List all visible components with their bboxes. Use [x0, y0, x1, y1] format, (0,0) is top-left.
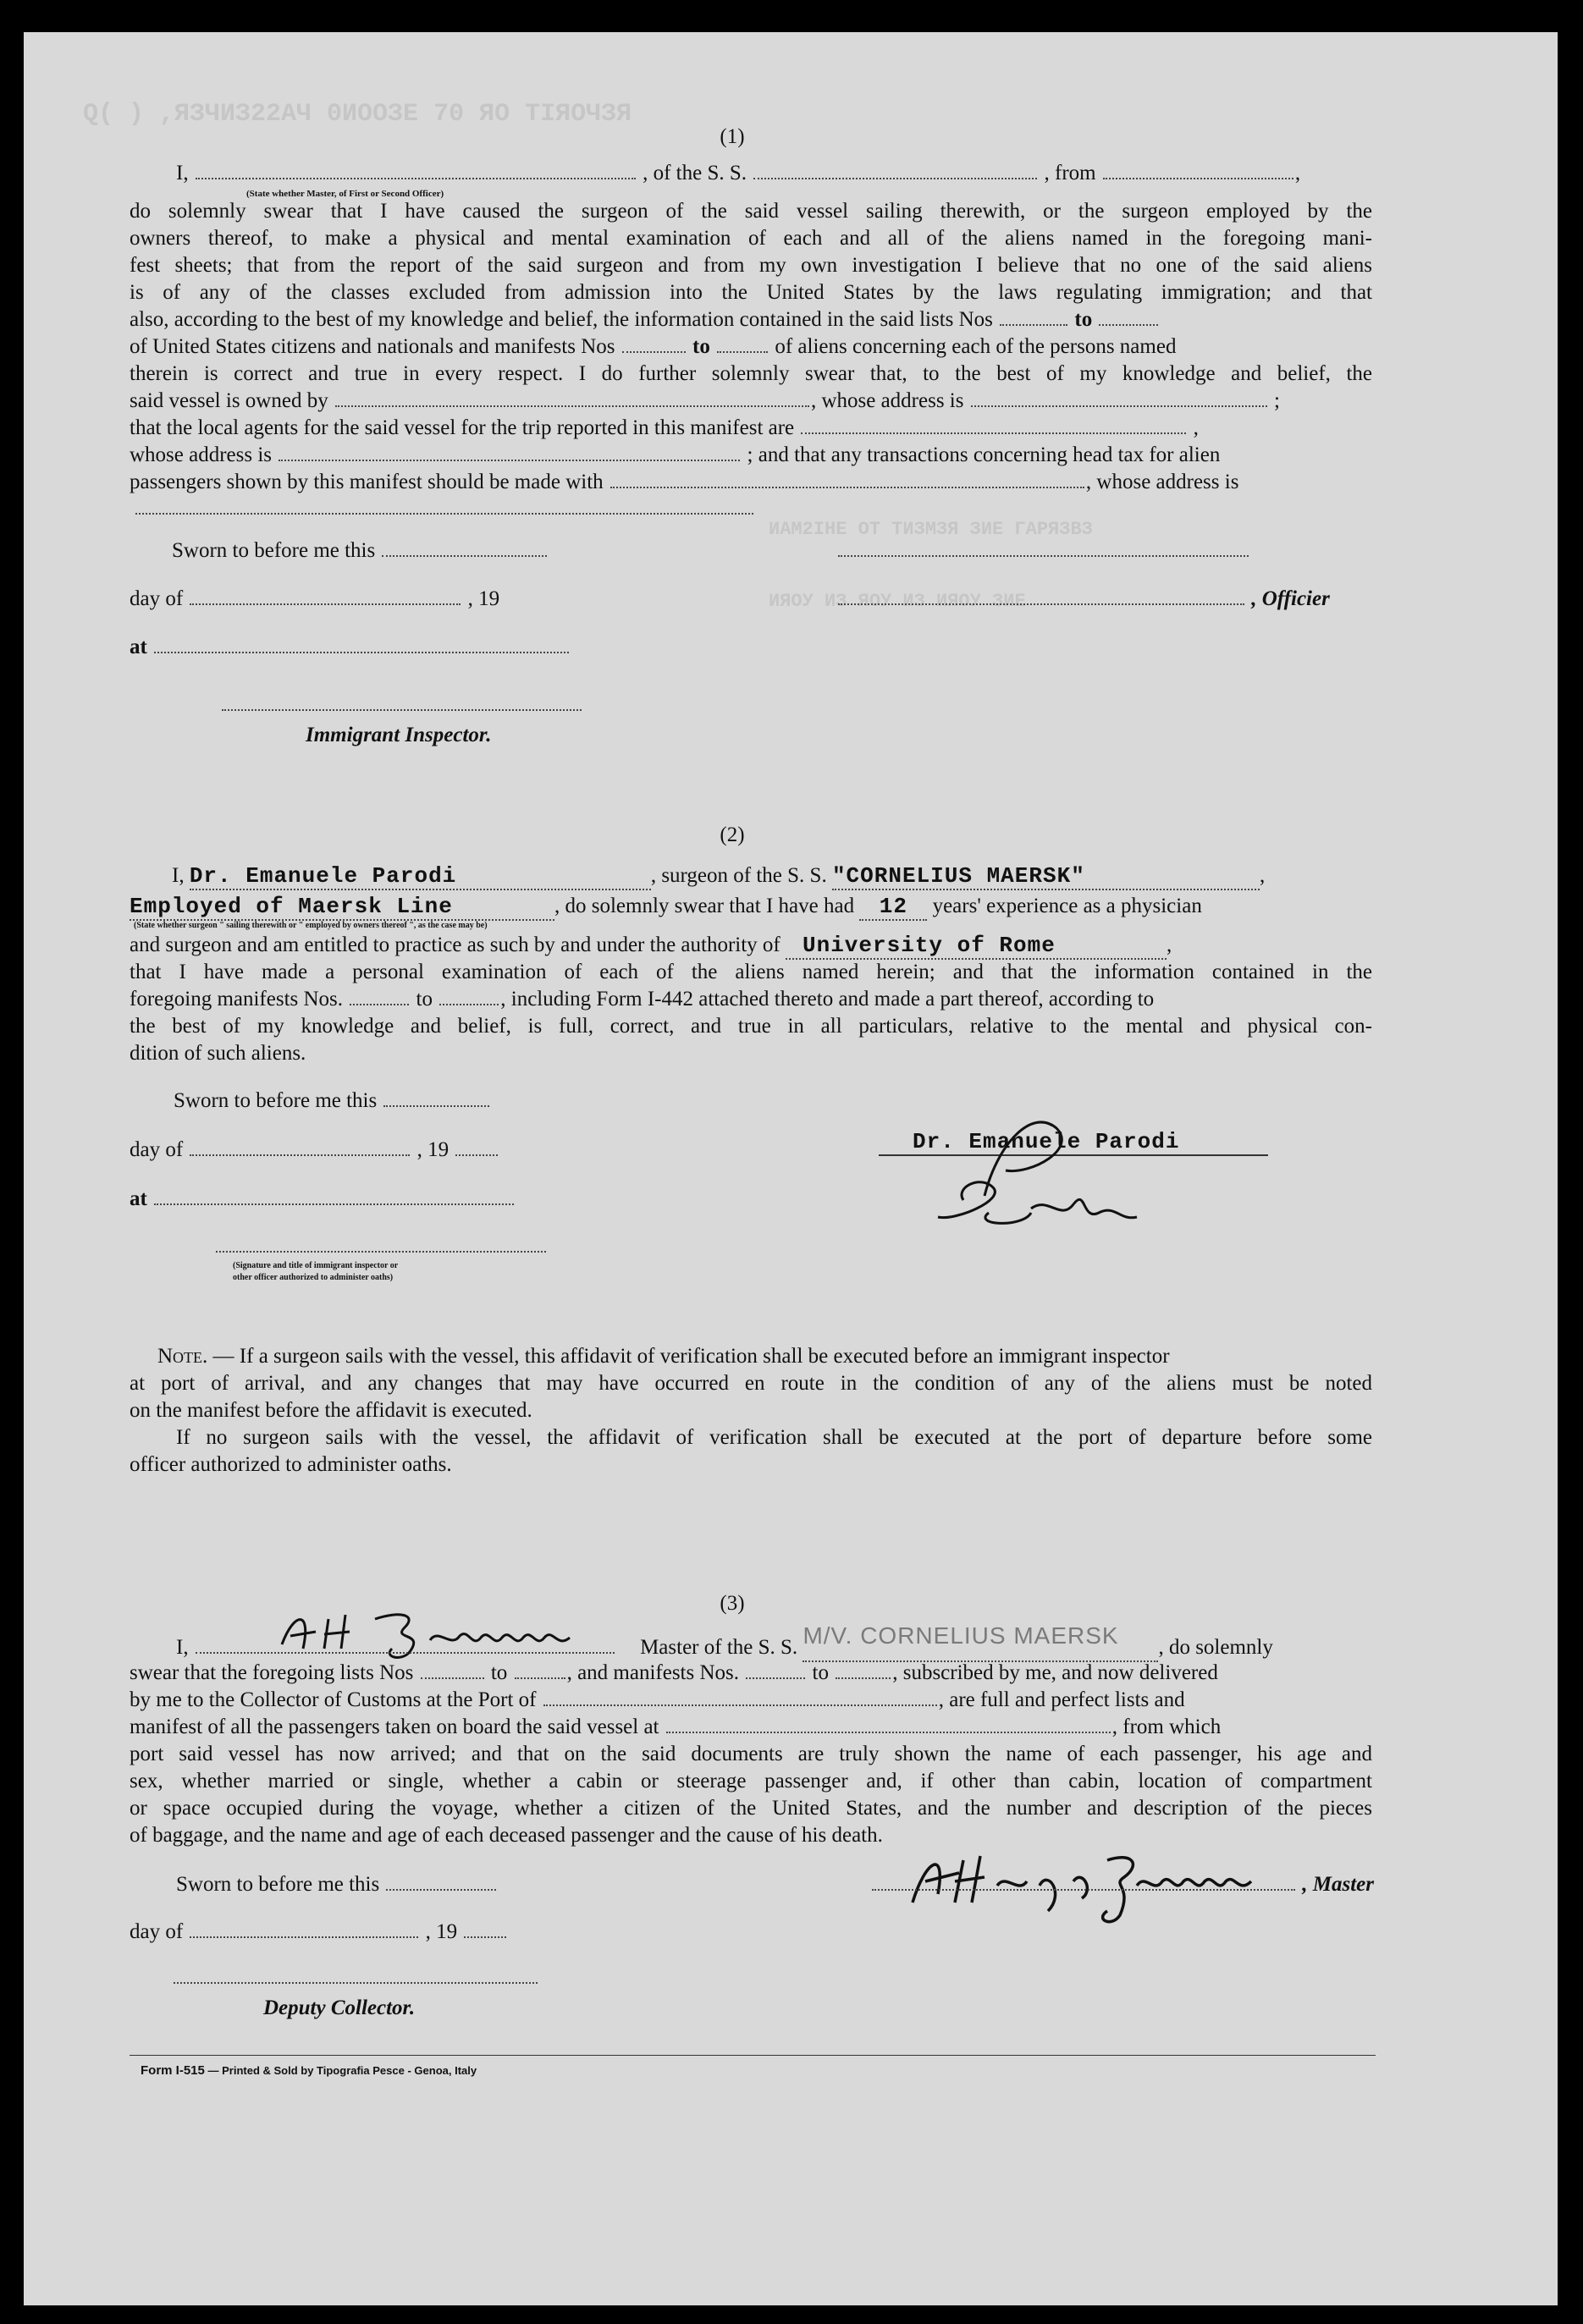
- section-2-note-line: on the manifest before the affidavit is executed.: [130, 1399, 532, 1422]
- agents-address-field[interactable]: [279, 443, 740, 461]
- text: ,: [1259, 864, 1266, 887]
- officer-rank-note: (State whether Master, of First or Second Officer): [246, 189, 444, 199]
- surgeon-handwritten-signature: [904, 1094, 1167, 1251]
- section-2-note-line: officer authorized to administer oaths.: [130, 1453, 452, 1476]
- section-2-day-line: [130, 1137, 499, 1163]
- form-number: Form I-515: [141, 2063, 205, 2078]
- text: and surgeon and am entitled to practice as such by and under the authority of: [130, 933, 780, 956]
- inspector-title-note-2: other officer authorized to administer oaths): [233, 1273, 394, 1282]
- text: said vessel is owned by: [130, 389, 328, 412]
- text: , 19: [467, 587, 500, 610]
- s3-lists-from-field[interactable]: [421, 1660, 484, 1679]
- section-2-note-line: [157, 1344, 1170, 1369]
- s3-vessel-field[interactable]: [803, 1622, 1158, 1662]
- text: foregoing manifests Nos.: [130, 988, 344, 1011]
- text: to: [812, 1661, 829, 1684]
- text: , from: [1044, 162, 1096, 184]
- text: I,: [172, 864, 185, 887]
- text: day of: [130, 1138, 184, 1161]
- collector-signature-field[interactable]: [174, 1965, 538, 1984]
- employment-value: Employed of Maersk Line: [130, 894, 453, 919]
- officer-title-field[interactable]: [838, 587, 1244, 605]
- lists-from-field[interactable]: [1000, 307, 1067, 326]
- authority-value: University of Rome: [803, 933, 1056, 958]
- s2-inspector-signature-field[interactable]: [216, 1234, 546, 1253]
- text: I,: [176, 1636, 189, 1659]
- s2-day-field[interactable]: [190, 1137, 410, 1156]
- vessel-value: "CORNELIUS MAERSK": [831, 863, 1085, 889]
- text: whose address is: [130, 443, 273, 466]
- text: of aliens concerning each of the persons named: [775, 335, 1177, 358]
- head-tax-party-field[interactable]: [610, 470, 1084, 488]
- text: , surgeon of the S. S.: [650, 864, 827, 887]
- section-1-sworn-line: [172, 538, 549, 564]
- section-1-day-line: [130, 587, 499, 612]
- master-name-field[interactable]: [196, 1635, 615, 1654]
- section-2-note-line: at port of arrival, and any changes that may have occurred en route in the condition of any of the aliens must be noted: [130, 1372, 1372, 1395]
- at-place-field[interactable]: [154, 635, 569, 653]
- text: Master of the S. S.: [640, 1636, 798, 1659]
- s2-sworn-date-field[interactable]: [383, 1088, 489, 1107]
- officer-signature-field[interactable]: [838, 538, 1249, 557]
- section-2-authority-line: and surgeon and am entitled to practice as such by and under the authority of University of Rome ,: [130, 933, 1172, 958]
- deputy-collector-label: Deputy Collector.: [263, 1996, 416, 2019]
- years-field[interactable]: [859, 894, 927, 921]
- section-1-at-line: [130, 635, 571, 660]
- note-label: Note.: [157, 1345, 208, 1368]
- master-signature-field[interactable]: [872, 1872, 1295, 1891]
- s3-manifests-to-field[interactable]: [836, 1660, 891, 1679]
- text: , Master: [1302, 1873, 1374, 1896]
- section-1-paragraph-line: is of any of the classes excluded from admission into the United States by the laws regulating immigration; and that: [130, 281, 1372, 304]
- head-tax-address-field[interactable]: [135, 496, 753, 515]
- surgeon-name-field[interactable]: [190, 863, 651, 890]
- authority-field[interactable]: [786, 933, 1167, 960]
- section-3-paragraph-line: sex, whether married or single, whether a cabin or steerage passenger and, if other than cabin, location of compartment: [130, 1770, 1372, 1793]
- section-2-paragraph-line: that I have made a personal examination of each of the aliens named herein; and that the information contained in the: [130, 961, 1372, 983]
- text: Sworn to before me this: [176, 1873, 380, 1896]
- day-field[interactable]: [190, 587, 461, 605]
- customs-port-field[interactable]: [543, 1688, 937, 1706]
- text: , including Form I-442 attached thereto and made a part thereof, according to: [500, 988, 1155, 1011]
- text: , whose address is: [810, 389, 964, 412]
- text: Sworn to before me this: [172, 539, 376, 562]
- section-2-sworn-line: [174, 1088, 491, 1114]
- section-1-officer-line: [836, 587, 1330, 612]
- s3-day-field[interactable]: [190, 1919, 418, 1938]
- text: , Officier: [1251, 587, 1330, 610]
- section-1-paragraph-line: owners thereof, to make a physical and mental examination of each and all of the aliens named in the foregoing mani-: [130, 227, 1372, 250]
- s3-sworn-date-field[interactable]: [386, 1872, 496, 1891]
- vessel-stamp: M/V. CORNELIUS MAERSK: [803, 1622, 1119, 1649]
- text: passengers shown by this manifest should be made with: [130, 471, 604, 493]
- text: , from which: [1111, 1715, 1222, 1738]
- section-3-sworn-line: [176, 1872, 498, 1897]
- text: — If a surgeon sails with the vessel, this affidavit of verification shall be executed before an immigrant inspector: [212, 1345, 1170, 1368]
- text: to: [490, 1661, 508, 1684]
- local-agents-field[interactable]: [801, 416, 1186, 434]
- section-2-paragraph-line: the best of my knowledge and belief, is full, correct, and true in all particulars, relative to the mental and physical con-: [130, 1015, 1372, 1038]
- s2-year-field[interactable]: [455, 1137, 498, 1156]
- typed-surgeon-signature: Dr. Emanuele Parodi: [913, 1129, 1180, 1154]
- section-2-note-line: If no surgeon sails with the vessel, the affidavit of verification shall be executed at the port of departure before some: [176, 1426, 1372, 1449]
- text: , do solemnly swear that I have had: [554, 895, 855, 917]
- text: , 19: [416, 1138, 450, 1161]
- section-3-paragraph-line: of baggage, and the name and age of each deceased passenger and the cause of his death.: [130, 1824, 883, 1847]
- section-1-number: (1): [720, 125, 745, 148]
- section-3-line-1: [176, 1622, 1273, 1662]
- s2-at-place-field[interactable]: [154, 1187, 514, 1205]
- text: , subscribed by me, and now delivered: [892, 1661, 1218, 1684]
- text: , are full and perfect lists and: [938, 1688, 1185, 1711]
- text: ,: [1294, 162, 1301, 184]
- text: , do solemnly: [1158, 1636, 1273, 1659]
- surgeon-vessel-field[interactable]: [832, 863, 1260, 890]
- text: ; and that any transactions concerning head tax for alien: [747, 443, 1221, 466]
- section-1-manifests-line: [130, 334, 1176, 360]
- section-1-head-tax-line: [130, 470, 1238, 495]
- text: I,: [176, 162, 189, 184]
- section-2-paragraph-line: dition of such aliens.: [130, 1042, 306, 1065]
- footer-rule: [130, 2055, 1376, 2056]
- text: day of: [130, 587, 184, 610]
- bleed-through-text: Q( ) ,ЯЗЧИЗ22АЧ 0ИООЗЕ 70 ЯО ТІЯОЧЗЯ: [83, 100, 632, 129]
- s2-manifests-from-field[interactable]: [350, 987, 409, 1005]
- text: by me to the Collector of Customs at the Port of: [130, 1688, 537, 1711]
- officer-name-field[interactable]: [196, 161, 636, 179]
- s3-lists-to-field[interactable]: [515, 1660, 565, 1679]
- form-footer: [141, 2063, 477, 2078]
- text: to: [416, 988, 433, 1011]
- section-2-at-line: [130, 1187, 516, 1212]
- text: swear that the foregoing lists Nos: [130, 1661, 414, 1684]
- section-2-line-2: [130, 894, 1202, 921]
- inspector-signature-field[interactable]: [222, 692, 582, 711]
- text: at: [130, 1187, 147, 1210]
- vessel-name-field[interactable]: [753, 161, 1037, 179]
- text: Sworn to before me this: [174, 1089, 378, 1112]
- section-1-line-1: [176, 161, 1300, 186]
- section-3-collector-signature-line: [172, 1965, 539, 1991]
- inspector-title-note-1: (Signature and title of immigrant inspector or: [233, 1261, 399, 1270]
- immigrant-inspector-label: Immigrant Inspector.: [306, 724, 492, 746]
- section-3-day-line: [130, 1919, 508, 1945]
- text: also, according to the best of my knowledge and belief, the information contained in the said lists Nos: [130, 308, 993, 331]
- text: that the local agents for the said vessel for the trip reported in this manifest are: [130, 416, 795, 439]
- text: ;: [1273, 389, 1280, 412]
- text: at: [130, 636, 147, 658]
- manifests-from-field[interactable]: [622, 334, 686, 353]
- section-2-number: (2): [720, 823, 745, 846]
- section-1-inspector-signature-line: [220, 692, 583, 718]
- bleed-through-text: ИЯОУ ИЗ ЯОУ ИЗ ИЯОУ ЗИЕ: [769, 591, 1026, 612]
- s3-manifests-from-field[interactable]: [746, 1660, 805, 1679]
- surgeon-name-value: Dr. Emanuele Parodi: [189, 863, 457, 889]
- section-1-agents-address-line: [130, 443, 1220, 468]
- section-1-paragraph-line: do solemnly swear that I have caused the surgeon of the said vessel sailing therewith, or the surgeon employed by the: [130, 200, 1372, 223]
- text: of United States citizens and nationals and manifests Nos: [130, 335, 615, 358]
- section-3-number: (3): [720, 1592, 745, 1615]
- section-2-line-1: [172, 863, 1265, 890]
- text: , of the S. S.: [643, 162, 747, 184]
- bleed-through-text: ИАМ2ІНЕ ОТ ТИЗМЗЯ ЗИЕ ГАРЯЗВЗ: [769, 519, 1093, 540]
- section-1-lists-line: [130, 307, 1160, 333]
- manifest-affidavit-page: [24, 32, 1558, 2305]
- text: , 19: [425, 1920, 458, 1943]
- boarding-port-field[interactable]: [666, 1715, 1111, 1733]
- section-2-manifests-line: [130, 987, 1154, 1012]
- section-2-inspector-signature-line: [214, 1234, 548, 1259]
- section-3-paragraph-line: port said vessel has now arrived; and that on the said documents are truly shown the name of each passenger, his age and: [130, 1743, 1372, 1765]
- text: , whose address is: [1085, 471, 1239, 493]
- s2-manifests-to-field[interactable]: [439, 987, 499, 1005]
- section-3-master-line: [870, 1872, 1374, 1897]
- section-1-agents-line: [130, 416, 1199, 441]
- section-3-boarding-line: [130, 1715, 1221, 1740]
- section-1-paragraph-line: therein is correct and true in every respect. I do further solemnly swear that, to the best of my knowledge and belief, the: [130, 362, 1372, 385]
- owner-field[interactable]: [335, 388, 809, 407]
- section-1-address-line: [134, 496, 755, 521]
- from-port-field[interactable]: [1103, 161, 1293, 179]
- employment-field[interactable]: [130, 894, 554, 921]
- text: day of: [130, 1920, 184, 1943]
- section-3-lists-line: [130, 1660, 1218, 1686]
- text: manifest of all the passengers taken on board the said vessel at: [130, 1715, 659, 1738]
- sworn-date-field[interactable]: [382, 538, 547, 557]
- surgeon-status-note: (State whether surgeon " sailing therewith or " employed by owners thereof ", as the case may be): [134, 921, 488, 930]
- printer-credit: — Printed & Sold by Tipografia Pesce - Genoa, Italy: [207, 2064, 477, 2077]
- text: ,: [1193, 416, 1199, 439]
- text: , and manifests Nos.: [566, 1661, 740, 1684]
- text: to: [692, 335, 710, 358]
- years-value: 12: [879, 894, 907, 919]
- text: to: [1074, 308, 1093, 331]
- owner-address-field[interactable]: [971, 388, 1267, 407]
- section-3-paragraph-line: or space occupied during the voyage, whether a citizen of the United States, and the number and description of the pieces: [130, 1797, 1372, 1820]
- lists-to-field[interactable]: [1099, 307, 1158, 326]
- text: years' experience as a physician: [932, 895, 1202, 917]
- section-3-port-line: [130, 1688, 1185, 1713]
- section-1-owner-line: [130, 388, 1280, 414]
- section-1-paragraph-line: fest sheets; that from the report of the said surgeon and from my own investigation I believe that no one of the said aliens: [130, 254, 1372, 277]
- section-1-officer-signature-line: [836, 538, 1250, 564]
- manifests-to-field[interactable]: [717, 334, 768, 353]
- s3-year-field[interactable]: [464, 1919, 506, 1938]
